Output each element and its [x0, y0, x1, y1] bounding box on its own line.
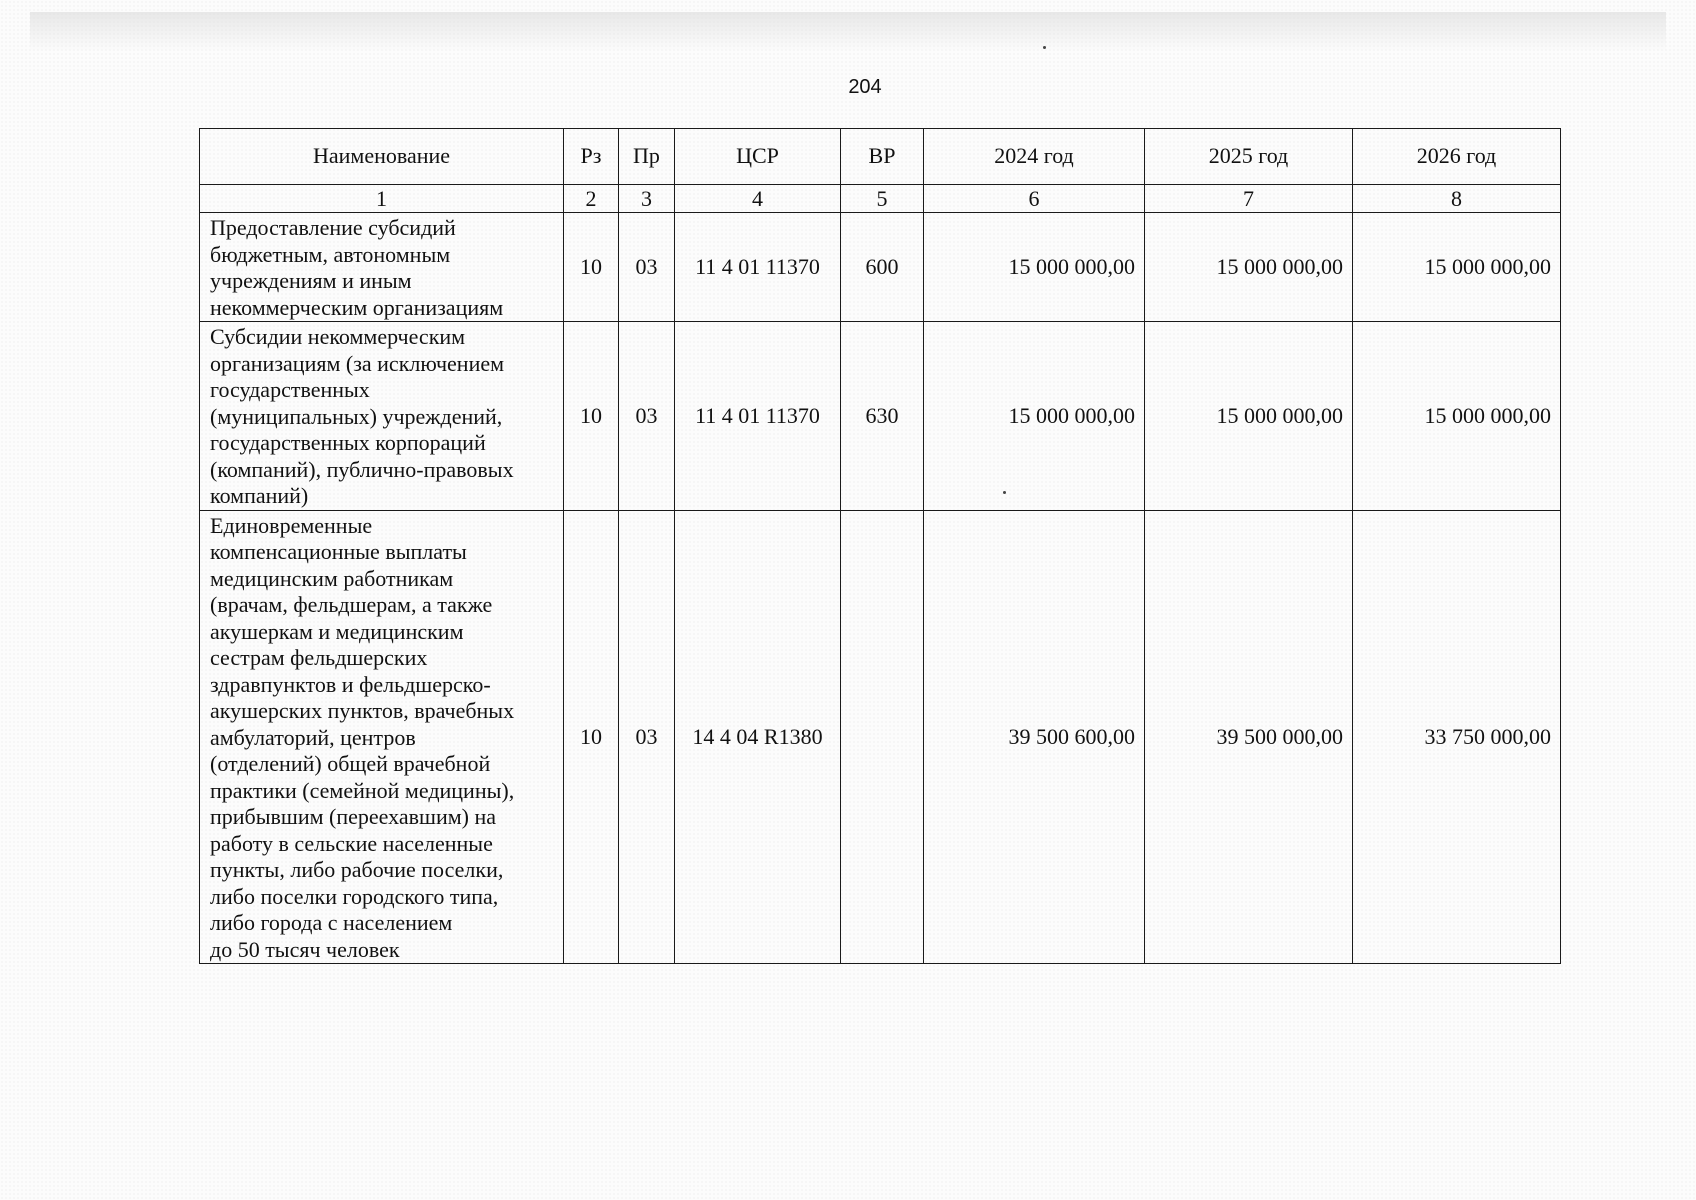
row-amount-2025: 15 000 000,00	[1145, 213, 1353, 322]
row-name-line: Единовременные	[210, 512, 373, 538]
row-name-line: учреждениям и иным	[210, 268, 412, 293]
row-rz: 10	[564, 322, 619, 511]
row-name-line: здравпунктов и фельдшерско-	[210, 671, 491, 697]
row-name-line: бюджетным, автономным	[210, 241, 451, 267]
column-number: 1	[200, 185, 564, 213]
row-csr: 11 4 01 11370	[675, 322, 841, 511]
budget-table	[199, 128, 1561, 964]
row-name-line: либо поселки городского типа,	[210, 883, 499, 909]
row-name-line: медицинским работникам	[210, 565, 454, 591]
row-name-line: компенсационные выплаты	[210, 539, 467, 564]
column-number: 6	[924, 185, 1145, 213]
header-csr: ЦСР	[675, 129, 841, 185]
row-rz: 10	[564, 510, 619, 964]
header-vr: ВР	[841, 129, 924, 185]
row-name-line: (компаний), публично-правовых	[210, 456, 514, 482]
row-name-line: Субсидии некоммерческим	[210, 324, 466, 349]
header-2026: 2026 год	[1353, 129, 1561, 185]
header-name: Наименование	[200, 129, 564, 185]
table-row	[200, 322, 1561, 511]
column-number: 4	[675, 185, 841, 213]
row-amount-2025: 39 500 000,00	[1145, 510, 1353, 964]
scan-speck	[1003, 491, 1006, 494]
row-name-line: (врачам, фельдшерам, а также	[210, 592, 493, 617]
row-name-line: амбулаторий, центров	[210, 724, 416, 750]
row-amount-2025: 15 000 000,00	[1145, 322, 1353, 511]
header-rz: Рз	[564, 129, 619, 185]
scan-speck	[1043, 46, 1046, 49]
row-name-line: компаний)	[210, 483, 309, 508]
header-row	[200, 129, 1561, 185]
row-name-line: государственных корпораций	[210, 430, 486, 455]
row-name-line: до 50 тысяч человек	[210, 936, 400, 962]
table-row	[200, 213, 1561, 322]
row-amount-2026: 33 750 000,00	[1353, 510, 1561, 964]
row-name-line: Предоставление субсидий	[210, 215, 456, 240]
column-number: 2	[564, 185, 619, 213]
row-name-line: пункты, либо рабочие поселки,	[210, 857, 504, 882]
row-name-line: работу в сельские населенные	[210, 830, 493, 856]
table-row	[200, 510, 1561, 964]
row-name-line: (муниципальных) учреждений,	[210, 403, 503, 429]
row-name-line: либо города с населением	[210, 910, 453, 935]
row-name-line: акушерских пунктов, врачебных	[210, 698, 515, 723]
header-pr: Пр	[619, 129, 675, 185]
row-amount-2024: 15 000 000,00	[924, 322, 1145, 511]
row-csr: 14 4 04 R1380	[675, 510, 841, 964]
row-name-line: сестрам фельдшерских	[210, 645, 428, 670]
page-number: 204	[848, 76, 882, 98]
row-amount-2026: 15 000 000,00	[1353, 213, 1561, 322]
row-name	[200, 322, 564, 511]
row-pr: 03	[619, 510, 675, 964]
row-amount-2026: 15 000 000,00	[1353, 322, 1561, 511]
header-2024: 2024 год	[924, 129, 1145, 185]
row-name-line: государственных	[210, 377, 370, 402]
row-vr	[841, 510, 924, 964]
column-number: 5	[841, 185, 924, 213]
row-amount-2024: 39 500 600,00	[924, 510, 1145, 964]
row-name-line: акушеркам и медицинским	[210, 618, 464, 644]
row-name-line: организациям (за исключением	[210, 350, 505, 376]
row-name	[200, 510, 564, 964]
header-2025: 2025 год	[1145, 129, 1353, 185]
column-number: 3	[619, 185, 675, 213]
column-number: 7	[1145, 185, 1353, 213]
row-name-line: прибывшим (переехавшим) на	[210, 804, 497, 829]
scan-edge-shading	[30, 12, 1666, 52]
row-rz: 10	[564, 213, 619, 322]
row-csr: 11 4 01 11370	[675, 213, 841, 322]
row-pr: 03	[619, 213, 675, 322]
row-vr: 630	[841, 322, 924, 511]
row-name-line: (отделений) общей врачебной	[210, 751, 491, 776]
row-vr: 600	[841, 213, 924, 322]
row-name	[200, 213, 564, 322]
row-name-line: практики (семейной медицины),	[210, 777, 515, 803]
row-pr: 03	[619, 322, 675, 511]
row-amount-2024: 15 000 000,00	[924, 213, 1145, 322]
column-number: 8	[1353, 185, 1561, 213]
column-number-row	[200, 185, 1561, 213]
row-name-line: некоммерческим организациям	[210, 294, 504, 320]
